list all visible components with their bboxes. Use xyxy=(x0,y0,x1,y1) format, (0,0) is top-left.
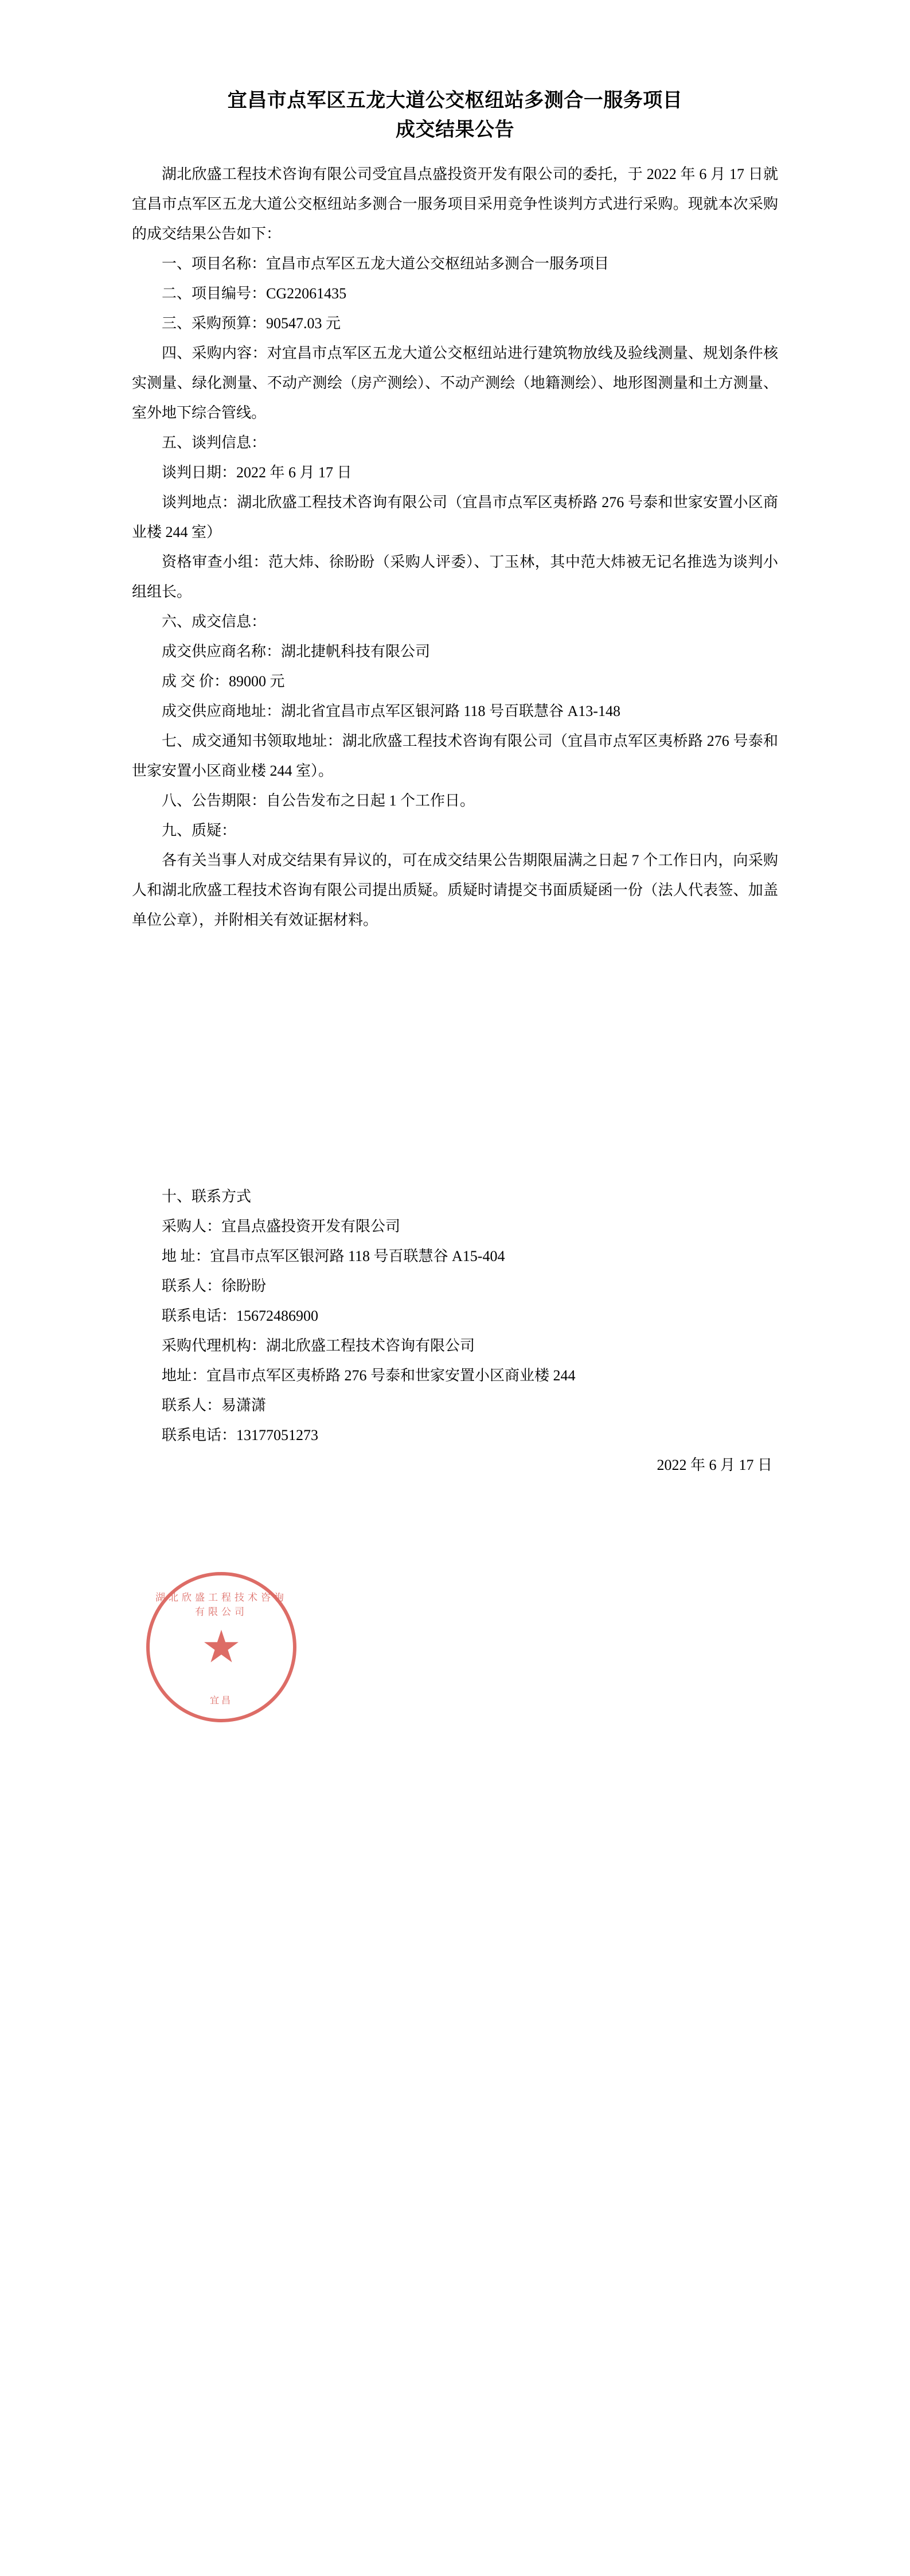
negotiation-place: 谈判地点：湖北欣盛工程技术咨询有限公司（宜昌市点军区夷桥路 276 号泰和世家安置小区商业楼 244 室） xyxy=(132,494,778,540)
blank-spacer xyxy=(132,935,778,1182)
seal-bottom-text: 宜昌 xyxy=(209,1696,233,1706)
seal-top-text: 湖北欣盛工程技术咨询有限公司 xyxy=(155,1592,287,1617)
section-award-info: 六、成交信息： xyxy=(162,613,267,630)
contact-agency-person: 联系人：易潇潇 xyxy=(162,1397,267,1414)
contact-purchaser-address: 地 址：宜昌市点军区银河路 118 号百联慧谷 A15-404 xyxy=(162,1248,505,1264)
section-budget: 三、采购预算：90547.03 元 xyxy=(162,315,341,332)
seal-star-icon: ★ xyxy=(201,1622,241,1672)
winning-supplier-name: 成交供应商名称：湖北捷帆科技有限公司 xyxy=(162,643,431,660)
page-title-line-2: 成交结果公告 xyxy=(396,119,514,141)
winning-supplier-address: 成交供应商地址：湖北省宜昌市点军区银河路 118 号百联慧谷 A13-148 xyxy=(162,703,620,719)
contact-purchaser: 采购人：宜昌点盛投资开发有限公司 xyxy=(162,1218,401,1235)
section-negotiation-info: 五、谈判信息： xyxy=(162,434,267,451)
section-objection-heading: 九、质疑： xyxy=(162,822,237,839)
page-title xyxy=(132,86,778,145)
winning-price: 成 交 价：89000 元 xyxy=(162,673,285,690)
intro-paragraph: 湖北欣盛工程技术咨询有限公司受宜昌点盛投资开发有限公司的委托，于 2022 年 6 月 17 日就宜昌市点军区五龙大道公交枢纽站多测合一服务项目采用竞争性谈判方式进行采购。现就本次采购的成交结果公告如下： xyxy=(132,166,778,242)
section-procurement-content: 四、采购内容：对宜昌市点军区五龙大道公交枢纽站进行建筑物放线及验线测量、规划条件核实测量、绿化测量、不动产测绘（房产测绘）、不动产测绘（地籍测绘）、地形图测量和土方测量、室外地下综合管线。 xyxy=(132,345,778,421)
section-project-number: 二、项目编号：CG22061435 xyxy=(162,285,347,302)
contact-agency-phone: 联系电话：13177051273 xyxy=(162,1427,319,1443)
section-objection-body: 各有关当事人对成交结果有异议的，可在成交结果公告期限届满之日起 7 个工作日内，向采购人和湖北欣盛工程技术咨询有限公司提出质疑。质疑时请提交书面质疑函一份（法人代表签、加盖单位公章），并附相关有效证据材料。 xyxy=(132,852,778,928)
section-notice-pickup: 七、成交通知书领取地址：湖北欣盛工程技术咨询有限公司（宜昌市点军区夷桥路 276 号泰和世家安置小区商业楼 244 室）。 xyxy=(132,733,778,779)
seal-ring xyxy=(150,1575,293,1719)
negotiation-date: 谈判日期：2022 年 6 月 17 日 xyxy=(162,464,352,481)
contact-purchaser-phone: 联系电话：15672486900 xyxy=(162,1308,319,1324)
contact-block xyxy=(132,1182,778,1450)
page-title-line-1: 宜昌市点军区五龙大道公交枢纽站多测合一服务项目 xyxy=(227,90,683,111)
section-project-name: 一、项目名称：宜昌市点军区五龙大道公交枢纽站多测合一服务项目 xyxy=(162,255,610,272)
contact-agency: 采购代理机构：湖北欣盛工程技术咨询有限公司 xyxy=(162,1337,475,1354)
review-committee: 资格审查小组：范大炜、徐盼盼（采购人评委）、丁玉林，其中范大炜被无记名推选为谈判小组组长。 xyxy=(132,554,778,600)
signature-date: 2022 年 6 月 17 日 xyxy=(657,1457,772,1473)
section-announcement-period: 八、公告期限：自公告发布之日起 1 个工作日。 xyxy=(162,792,475,809)
contact-purchaser-person: 联系人：徐盼盼 xyxy=(162,1278,267,1294)
official-seal-stamp xyxy=(146,1572,296,1722)
contact-agency-address: 地址：宜昌市点军区夷桥路 276 号泰和世家安置小区商业楼 244 xyxy=(162,1367,576,1384)
contact-heading: 十、联系方式 xyxy=(162,1188,252,1205)
